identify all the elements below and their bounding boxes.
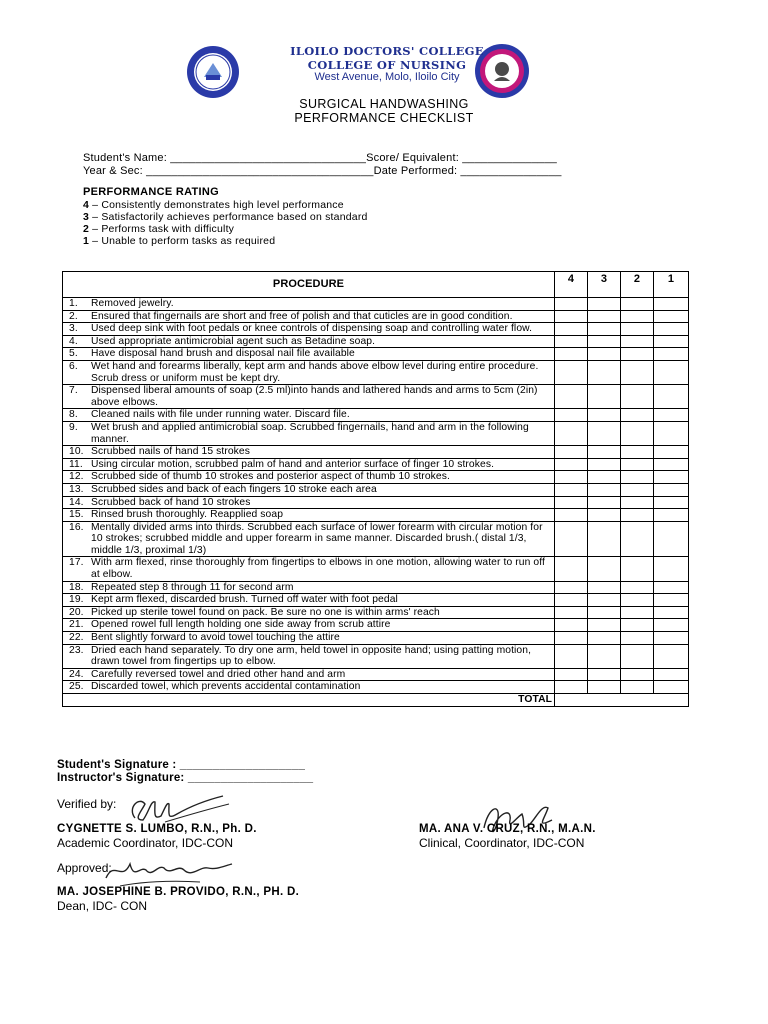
rating-3-cell[interactable]	[588, 619, 621, 632]
rating-2-cell[interactable]	[621, 458, 654, 471]
approver-title: Dean, IDC- CON	[57, 899, 148, 913]
table-row	[63, 632, 689, 645]
procedure-cell	[63, 681, 555, 694]
rating-1-cell[interactable]	[654, 521, 689, 557]
step-number: 7.	[69, 385, 78, 397]
step-number: 22.	[69, 632, 84, 644]
department-name: COLLEGE OF NURSING	[307, 58, 467, 72]
rating-4-cell[interactable]	[555, 668, 588, 681]
step-text: Have disposal hand brush and disposal nail file available	[91, 348, 355, 360]
rating-4-cell[interactable]	[555, 496, 588, 509]
rating-text: – Satisfactorily achieves performance based on standard	[89, 211, 368, 223]
rating-1-cell[interactable]	[654, 458, 689, 471]
rating-4-header: 4	[555, 272, 588, 298]
procedure-cell	[63, 521, 555, 557]
rating-1-cell[interactable]	[654, 409, 689, 422]
rating-2-cell[interactable]	[621, 581, 654, 594]
step-number: 9.	[69, 421, 78, 433]
rating-3-cell[interactable]	[588, 348, 621, 361]
rating-1-cell[interactable]	[654, 557, 689, 581]
procedure-header: PROCEDURE	[63, 272, 555, 298]
rating-score: 3	[83, 211, 90, 223]
step-number: 11.	[69, 458, 83, 470]
procedure-cell	[63, 446, 555, 459]
rating-1-cell[interactable]	[654, 644, 689, 668]
procedure-cell	[63, 619, 555, 632]
document-title-line2: PERFORMANCE CHECKLIST	[294, 111, 474, 125]
step-text: Used appropriate antimicrobial agent such as Betadine soap.	[91, 335, 376, 347]
rating-3-cell[interactable]	[588, 409, 621, 422]
step-number: 4.	[69, 335, 78, 347]
rating-3-cell[interactable]	[588, 581, 621, 594]
rating-4-cell[interactable]	[555, 644, 588, 668]
rating-1-cell[interactable]	[654, 668, 689, 681]
procedure-cell	[63, 298, 555, 311]
rating-2-cell[interactable]	[621, 557, 654, 581]
procedure-cell	[63, 509, 555, 522]
table-row	[63, 521, 689, 557]
instructor-signature-line: Instructor's Signature: ___________________	[57, 772, 314, 784]
table-row	[63, 335, 689, 348]
step-number: 23.	[69, 644, 84, 656]
procedure-cell	[63, 360, 555, 384]
table-row	[63, 409, 689, 422]
table-row	[63, 668, 689, 681]
rating-1-cell[interactable]	[654, 298, 689, 311]
verifier2-title: Clinical, Coordinator, IDC-CON	[419, 836, 585, 850]
step-number: 16.	[69, 521, 84, 533]
rating-3-cell[interactable]	[588, 557, 621, 581]
student-name-score-line: Student's Name: _______________________________Score/ Equivalent: _______________	[83, 152, 557, 164]
rating-item-1	[83, 235, 275, 247]
step-number: 18.	[69, 581, 84, 593]
rating-1-cell[interactable]	[654, 483, 689, 496]
step-text: With arm flexed, rinse thoroughly from fingertips to elbows in one motion, allowing water to run off at elbow.	[91, 557, 545, 581]
verifier2-name: MA. ANA V. CRUZ, R.N., M.A.N.	[419, 823, 596, 835]
rating-2-cell[interactable]	[621, 310, 654, 323]
table-row	[63, 681, 689, 694]
procedure-cell	[63, 385, 555, 409]
step-number: 21.	[69, 619, 84, 631]
rating-3-cell[interactable]	[588, 446, 621, 459]
rating-1-cell[interactable]	[654, 632, 689, 645]
step-number: 3.	[69, 323, 78, 335]
step-number: 2.	[69, 310, 78, 322]
rating-4-cell[interactable]	[555, 483, 588, 496]
rating-1-cell[interactable]	[654, 581, 689, 594]
rating-4-cell[interactable]	[555, 385, 588, 409]
table-row	[63, 310, 689, 323]
table-row	[63, 594, 689, 607]
rating-4-cell[interactable]	[555, 409, 588, 422]
rating-4-cell[interactable]	[555, 471, 588, 484]
step-text: Rinsed brush thoroughly. Reapplied soap	[91, 509, 284, 521]
step-text: Removed jewelry.	[91, 298, 174, 309]
table-row	[63, 606, 689, 619]
rating-4-cell[interactable]	[555, 458, 588, 471]
rating-2-cell[interactable]	[621, 446, 654, 459]
rating-4-cell[interactable]	[555, 348, 588, 361]
rating-3-cell[interactable]	[588, 298, 621, 311]
table-row	[63, 421, 689, 445]
rating-text: – Performs task with difficulty	[89, 223, 235, 235]
step-text: Ensured that fingernails are short and free of polish and that cuticles are in good condition.	[91, 310, 513, 322]
rating-1-cell[interactable]	[654, 496, 689, 509]
rating-3-cell[interactable]	[588, 632, 621, 645]
table-row	[63, 557, 689, 581]
rating-1-cell[interactable]	[654, 421, 689, 445]
rating-3-cell[interactable]	[588, 521, 621, 557]
procedure-cell	[63, 581, 555, 594]
step-number: 24.	[69, 668, 84, 680]
rating-2-cell[interactable]	[621, 509, 654, 522]
procedure-cell	[63, 644, 555, 668]
rating-3-header: 3	[588, 272, 621, 298]
rating-3-cell[interactable]	[588, 483, 621, 496]
table-row	[63, 348, 689, 361]
table-row	[63, 483, 689, 496]
table-row	[63, 644, 689, 668]
rating-3-cell[interactable]	[588, 323, 621, 336]
rating-3-cell[interactable]	[588, 421, 621, 445]
rating-2-cell[interactable]	[621, 644, 654, 668]
step-text: Scrubbed sides and back of each fingers 10 stroke each area	[91, 483, 377, 495]
rating-2-cell[interactable]	[621, 298, 654, 311]
rating-3-cell[interactable]	[588, 385, 621, 409]
rating-4-cell[interactable]	[555, 581, 588, 594]
rating-3-cell[interactable]	[588, 668, 621, 681]
rating-1-cell[interactable]	[654, 681, 689, 694]
rating-1-cell[interactable]	[654, 509, 689, 522]
table-row	[63, 446, 689, 459]
step-number: 10.	[69, 446, 84, 458]
rating-score: 2	[83, 223, 90, 235]
rating-2-cell[interactable]	[621, 421, 654, 445]
rating-item-4	[83, 199, 344, 211]
rating-4-cell[interactable]	[555, 681, 588, 694]
rating-3-cell[interactable]	[588, 471, 621, 484]
step-text: Used deep sink with foot pedals or knee controls of dispensing soap and controlling water flow.	[91, 323, 533, 335]
rating-2-cell[interactable]	[621, 606, 654, 619]
rating-1-cell[interactable]	[654, 323, 689, 336]
step-number: 20.	[69, 606, 84, 618]
rating-4-cell[interactable]	[555, 619, 588, 632]
rating-3-cell[interactable]	[588, 644, 621, 668]
procedure-cell	[63, 668, 555, 681]
step-text: Picked up sterile towel found on pack. Be sure no one is within arms' reach	[91, 606, 440, 618]
table-row	[63, 496, 689, 509]
procedure-cell	[63, 496, 555, 509]
rating-3-cell[interactable]	[588, 310, 621, 323]
step-number: 8.	[69, 409, 78, 421]
step-number: 13.	[69, 483, 84, 495]
rating-3-cell[interactable]	[588, 509, 621, 522]
rating-2-cell[interactable]	[621, 409, 654, 422]
rating-2-cell[interactable]	[621, 681, 654, 694]
procedure-cell	[63, 335, 555, 348]
step-number: 14.	[69, 496, 84, 508]
rating-3-cell[interactable]	[588, 360, 621, 384]
procedure-cell	[63, 471, 555, 484]
procedure-cell	[63, 421, 555, 445]
procedure-cell	[63, 458, 555, 471]
rating-4-cell[interactable]	[555, 606, 588, 619]
rating-4-cell[interactable]	[555, 509, 588, 522]
year-section-date-line: Year & Sec: ____________________________________Date Performed: ________________	[83, 165, 562, 177]
rating-3-cell[interactable]	[588, 496, 621, 509]
table-row	[63, 323, 689, 336]
rating-text: – Consistently demonstrates high level performance	[89, 199, 344, 211]
verifier1-name: CYGNETTE S. LUMBO, R.N., Ph. D.	[57, 823, 257, 835]
rating-2-cell[interactable]	[621, 632, 654, 645]
rating-heading: PERFORMANCE RATING	[83, 186, 219, 198]
procedure-cell	[63, 594, 555, 607]
rating-3-cell[interactable]	[588, 681, 621, 694]
college-name: ILOILO DOCTORS' COLLEGE	[290, 44, 484, 58]
rating-2-header: 2	[621, 272, 654, 298]
table-row	[63, 360, 689, 384]
step-text: Bent slightly forward to avoid towel touching the attire	[91, 632, 340, 644]
step-text: Scrubbed nails of hand 15 strokes	[91, 446, 250, 458]
step-text: Dried each hand separately. To dry one arm, held towel in opposite hand; using patting motion, drawn towel from fingertips up to elbow.	[91, 644, 532, 668]
table-header-row	[63, 272, 689, 298]
procedure-cell	[63, 409, 555, 422]
procedure-cell	[63, 323, 555, 336]
step-number: 19.	[69, 594, 84, 606]
rating-2-cell[interactable]	[621, 668, 654, 681]
rating-2-cell[interactable]	[621, 360, 654, 384]
rating-3-cell[interactable]	[588, 606, 621, 619]
rating-item-2	[83, 223, 234, 235]
table-row	[63, 619, 689, 632]
step-number: 6.	[69, 360, 78, 372]
step-text: Cleaned nails with file under running water. Discard file.	[91, 409, 350, 421]
rating-1-cell[interactable]	[654, 446, 689, 459]
step-text: Discarded towel, which prevents accidental contamination	[91, 681, 361, 693]
rating-item-3	[83, 211, 368, 223]
rating-1-cell[interactable]	[654, 335, 689, 348]
procedure-cell	[63, 632, 555, 645]
step-text: Opened rowel full length holding one side away from scrub attire	[91, 619, 391, 631]
rating-1-cell[interactable]	[654, 471, 689, 484]
rating-3-cell[interactable]	[588, 335, 621, 348]
rating-1-cell[interactable]	[654, 310, 689, 323]
rating-1-cell[interactable]	[654, 606, 689, 619]
procedure-cell	[63, 310, 555, 323]
step-number: 25.	[69, 681, 84, 693]
college-address: West Avenue, Molo, Iloilo City	[314, 71, 460, 83]
step-text: Dispensed liberal amounts of soap (2.5 ml)into hands and lathered hands and arms to 5cm (2in) above elbows.	[91, 385, 538, 408]
rating-4-cell[interactable]	[555, 446, 588, 459]
step-number: 1.	[69, 298, 78, 309]
rating-2-cell[interactable]	[621, 594, 654, 607]
step-text: Scrubbed back of hand 10 strokes	[91, 496, 251, 508]
procedure-cell	[63, 606, 555, 619]
rating-1-cell[interactable]	[654, 348, 689, 361]
rating-4-cell[interactable]	[555, 298, 588, 311]
rating-text: – Unable to perform tasks as required	[89, 235, 276, 247]
table-row	[63, 458, 689, 471]
rating-1-cell[interactable]	[654, 594, 689, 607]
rating-4-cell[interactable]	[555, 421, 588, 445]
student-signature-line: Student's Signature : ___________________	[57, 759, 306, 771]
step-text: Carefully reversed towel and dried other hand and arm	[91, 668, 346, 680]
rating-2-cell[interactable]	[621, 348, 654, 361]
step-text: Wet hand and forearms liberally, kept arm and hands above elbow level during entire procedure. Scrub dress or uniform must be kept dry.	[91, 360, 539, 384]
verifier1-title: Academic Coordinator, IDC-CON	[57, 836, 234, 850]
document-title-line1: SURGICAL HANDWASHING	[299, 97, 469, 111]
rating-2-cell[interactable]	[621, 335, 654, 348]
rating-1-cell[interactable]	[654, 385, 689, 409]
procedure-cell	[63, 348, 555, 361]
step-text: Repeated step 8 through 11 for second arm	[91, 581, 294, 593]
rating-2-cell[interactable]	[621, 471, 654, 484]
rating-4-cell[interactable]	[555, 335, 588, 348]
table-row	[63, 385, 689, 409]
approved-label: Approved:	[57, 861, 112, 875]
rating-3-cell[interactable]	[588, 458, 621, 471]
rating-2-cell[interactable]	[621, 619, 654, 632]
step-number: 5.	[69, 348, 78, 360]
rating-2-cell[interactable]	[621, 496, 654, 509]
rating-1-header: 1	[654, 272, 689, 298]
rating-4-cell[interactable]	[555, 323, 588, 336]
step-number: 15.	[69, 509, 84, 521]
step-text: Wet brush and applied antimicrobial soap. Scrubbed fingernails, hand and arm in the following manner.	[91, 421, 529, 445]
college-seal-logo	[186, 45, 240, 99]
rating-2-cell[interactable]	[621, 385, 654, 409]
step-text: Mentally divided arms into thirds. Scrubbed each surface of lower forearm with circular motion for 10 strokes; scrubbed middle and upper forearm in same manner. Discarded brush.( distal 1/3, middle 1/3, proximal 1/3)	[91, 521, 543, 556]
rating-2-cell[interactable]	[621, 521, 654, 557]
rating-4-cell[interactable]	[555, 360, 588, 384]
rating-score: 1	[83, 235, 90, 247]
step-number: 12.	[69, 471, 84, 483]
table-row	[63, 581, 689, 594]
rating-4-cell[interactable]	[555, 594, 588, 607]
total-label: TOTAL	[63, 694, 555, 707]
rating-4-cell[interactable]	[555, 557, 588, 581]
total-row	[63, 694, 689, 707]
step-text: Using circular motion, scrubbed palm of hand and anterior surface of finger 10 strokes.	[91, 458, 495, 470]
rating-2-cell[interactable]	[621, 323, 654, 336]
rating-1-cell[interactable]	[654, 360, 689, 384]
rating-4-cell[interactable]	[555, 632, 588, 645]
rating-1-cell[interactable]	[654, 619, 689, 632]
procedure-cell	[63, 557, 555, 581]
table-row	[63, 509, 689, 522]
rating-2-cell[interactable]	[621, 483, 654, 496]
total-score-cell[interactable]	[555, 694, 689, 707]
rating-3-cell[interactable]	[588, 594, 621, 607]
rating-score: 4	[83, 199, 90, 211]
rating-4-cell[interactable]	[555, 521, 588, 557]
verified-by-label: Verified by:	[57, 797, 117, 811]
procedure-cell	[63, 483, 555, 496]
rating-4-cell[interactable]	[555, 310, 588, 323]
step-text: Kept arm flexed, discarded brush. Turned off water with foot pedal	[91, 594, 398, 606]
checklist-table	[62, 271, 689, 707]
table-row	[63, 298, 689, 311]
step-text: Scrubbed side of thumb 10 strokes and posterior aspect of thumb 10 strokes.	[91, 471, 450, 483]
step-number: 17.	[69, 557, 84, 569]
table-row	[63, 471, 689, 484]
approver-name: MA. JOSEPHINE B. PROVIDO, R.N., PH. D.	[57, 886, 300, 898]
